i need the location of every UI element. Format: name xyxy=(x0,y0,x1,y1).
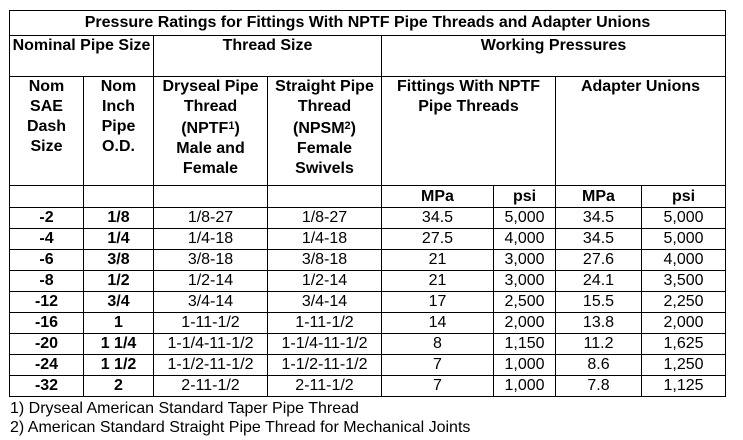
adapter-mpa-cell: 24.1 xyxy=(556,271,642,292)
pressure-ratings-table xyxy=(9,10,726,397)
dryseal-abbr-close: ) xyxy=(234,120,240,137)
dash-size-cell: -2 xyxy=(10,208,84,229)
straight-thread-cell: 3/4-14 xyxy=(268,292,382,313)
fittings-psi-cell: 1,000 xyxy=(494,376,556,397)
inch-od-cell: 3/4 xyxy=(84,292,154,313)
inch-od-cell: 1 1/2 xyxy=(84,355,154,376)
inch-od-cell: 3/8 xyxy=(84,250,154,271)
straight-thread-cell: 1-1/2-11-1/2 xyxy=(268,355,382,376)
adapter-unions-header: Adapter Unions xyxy=(556,77,726,186)
inch-od-cell: 1/4 xyxy=(84,229,154,250)
adapter-psi-cell: 2,250 xyxy=(642,292,726,313)
adapter-psi-cell: 2,000 xyxy=(642,313,726,334)
thread-size-header: Thread Size xyxy=(154,36,382,77)
dash-size-cell: -24 xyxy=(10,355,84,376)
fittings-psi-cell: 3,000 xyxy=(494,271,556,292)
fittings-psi-cell: 3,000 xyxy=(494,250,556,271)
adapter-psi-cell: 3,500 xyxy=(642,271,726,292)
dryseal-thread-cell: 1/2-14 xyxy=(154,271,268,292)
inch-od-cell: 1 1/4 xyxy=(84,334,154,355)
dryseal-thread-cell: 1/8-27 xyxy=(154,208,268,229)
straight-thread-cell: 1-11-1/2 xyxy=(268,313,382,334)
dash-size-cell: -12 xyxy=(10,292,84,313)
table-row xyxy=(10,250,726,271)
adapter-mpa-cell: 34.5 xyxy=(556,208,642,229)
table-title: Pressure Ratings for Fittings With NPTF Pipe Threads and Adapter Unions xyxy=(10,11,726,36)
straight-thread-cell: 3/8-18 xyxy=(268,250,382,271)
straight-header-line3: Female Swivels xyxy=(295,140,354,177)
footnote-ref-1: 1 xyxy=(228,120,235,132)
fittings-mpa-cell: 8 xyxy=(382,334,494,355)
adapter-psi-cell: 1,625 xyxy=(642,334,726,355)
adapter-psi-cell: 5,000 xyxy=(642,208,726,229)
adapter-mpa-cell: 13.8 xyxy=(556,313,642,334)
adapter-mpa-cell: 15.5 xyxy=(556,292,642,313)
straight-thread-cell: 1/8-27 xyxy=(268,208,382,229)
dash-size-cell: -32 xyxy=(10,376,84,397)
straight-header xyxy=(268,77,382,186)
units-blank-cell xyxy=(154,186,268,208)
fittings-mpa-cell: 27.5 xyxy=(382,229,494,250)
fittings-psi-cell: 1,000 xyxy=(494,355,556,376)
adapter-psi-cell: 4,000 xyxy=(642,250,726,271)
dryseal-thread-cell: 2-11-1/2 xyxy=(154,376,268,397)
inch-od-cell: 1 xyxy=(84,313,154,334)
fittings-mpa-cell: 21 xyxy=(382,271,494,292)
table-row xyxy=(10,292,726,313)
table-row xyxy=(10,313,726,334)
adapter-psi-cell: 5,000 xyxy=(642,229,726,250)
straight-thread-cell: 1-1/4-11-1/2 xyxy=(268,334,382,355)
dryseal-header xyxy=(154,77,268,186)
table-row xyxy=(10,334,726,355)
straight-header-line1: Straight Pipe Thread xyxy=(275,78,374,115)
dryseal-header-line1: Dryseal Pipe Thread xyxy=(162,78,259,115)
unit-adapter-mpa: MPa xyxy=(556,186,642,208)
footnote-ref-2: 2 xyxy=(344,120,351,132)
fittings-mpa-cell: 7 xyxy=(382,376,494,397)
inch-od-cell: 2 xyxy=(84,376,154,397)
dryseal-thread-cell: 1-1/4-11-1/2 xyxy=(154,334,268,355)
inch-od-cell: 1/2 xyxy=(84,271,154,292)
fittings-mpa-cell: 14 xyxy=(382,313,494,334)
footnote-1: 1) Dryseal American Standard Taper Pipe Thread xyxy=(10,400,359,417)
table-row xyxy=(10,355,726,376)
dryseal-abbr-line xyxy=(154,119,267,139)
fittings-mpa-cell: 21 xyxy=(382,250,494,271)
straight-thread-cell: 2-11-1/2 xyxy=(268,376,382,397)
straight-thread-cell: 1/2-14 xyxy=(268,271,382,292)
units-blank-cell xyxy=(268,186,382,208)
adapter-mpa-cell: 27.6 xyxy=(556,250,642,271)
straight-abbr: (NPSM xyxy=(292,120,345,137)
adapter-mpa-cell: 11.2 xyxy=(556,334,642,355)
straight-abbr-close: ) xyxy=(350,120,356,137)
fittings-psi-cell: 2,500 xyxy=(494,292,556,313)
dryseal-abbr: (NPTF xyxy=(181,120,229,137)
nominal-pipe-size-header: Nominal Pipe Size xyxy=(10,36,154,77)
dash-size-cell: -20 xyxy=(10,334,84,355)
table-body xyxy=(10,208,726,397)
straight-thread-cell: 1/4-18 xyxy=(268,229,382,250)
dash-size-cell: -8 xyxy=(10,271,84,292)
unit-fittings-mpa: MPa xyxy=(382,186,494,208)
fittings-psi-cell: 5,000 xyxy=(494,208,556,229)
working-pressures-header: Working Pressures xyxy=(382,36,726,77)
dash-size-cell: -16 xyxy=(10,313,84,334)
dash-size-cell: -4 xyxy=(10,229,84,250)
inch-od-cell: 1/8 xyxy=(84,208,154,229)
adapter-psi-cell: 1,125 xyxy=(642,376,726,397)
dryseal-thread-cell: 3/4-14 xyxy=(154,292,268,313)
dash-size-header: Nom SAE Dash Size xyxy=(10,77,84,186)
fittings-header: Fittings With NPTF Pipe Threads xyxy=(382,77,556,186)
straight-abbr-line xyxy=(268,119,381,139)
fittings-mpa-cell: 7 xyxy=(382,355,494,376)
footnote-2: 2) American Standard Straight Pipe Thread for Mechanical Joints xyxy=(10,419,471,436)
dryseal-thread-cell: 1-11-1/2 xyxy=(154,313,268,334)
fittings-psi-cell: 1,150 xyxy=(494,334,556,355)
table-row xyxy=(10,208,726,229)
unit-adapter-psi: psi xyxy=(642,186,726,208)
fittings-psi-cell: 2,000 xyxy=(494,313,556,334)
adapter-mpa-cell: 7.8 xyxy=(556,376,642,397)
units-blank-cell xyxy=(84,186,154,208)
fittings-mpa-cell: 17 xyxy=(382,292,494,313)
table-row xyxy=(10,271,726,292)
dash-size-cell: -6 xyxy=(10,250,84,271)
dryseal-thread-cell: 1/4-18 xyxy=(154,229,268,250)
adapter-mpa-cell: 8.6 xyxy=(556,355,642,376)
dryseal-header-line3: Male and Female xyxy=(176,140,245,177)
adapter-psi-cell: 1,250 xyxy=(642,355,726,376)
unit-fittings-psi: psi xyxy=(494,186,556,208)
table-row xyxy=(10,229,726,250)
fittings-mpa-cell: 34.5 xyxy=(382,208,494,229)
adapter-mpa-cell: 34.5 xyxy=(556,229,642,250)
fittings-psi-cell: 4,000 xyxy=(494,229,556,250)
inch-od-header: Nom Inch Pipe O.D. xyxy=(84,77,154,186)
table-row xyxy=(10,376,726,397)
dryseal-thread-cell: 1-1/2-11-1/2 xyxy=(154,355,268,376)
units-blank-cell xyxy=(10,186,84,208)
dryseal-thread-cell: 3/8-18 xyxy=(154,250,268,271)
